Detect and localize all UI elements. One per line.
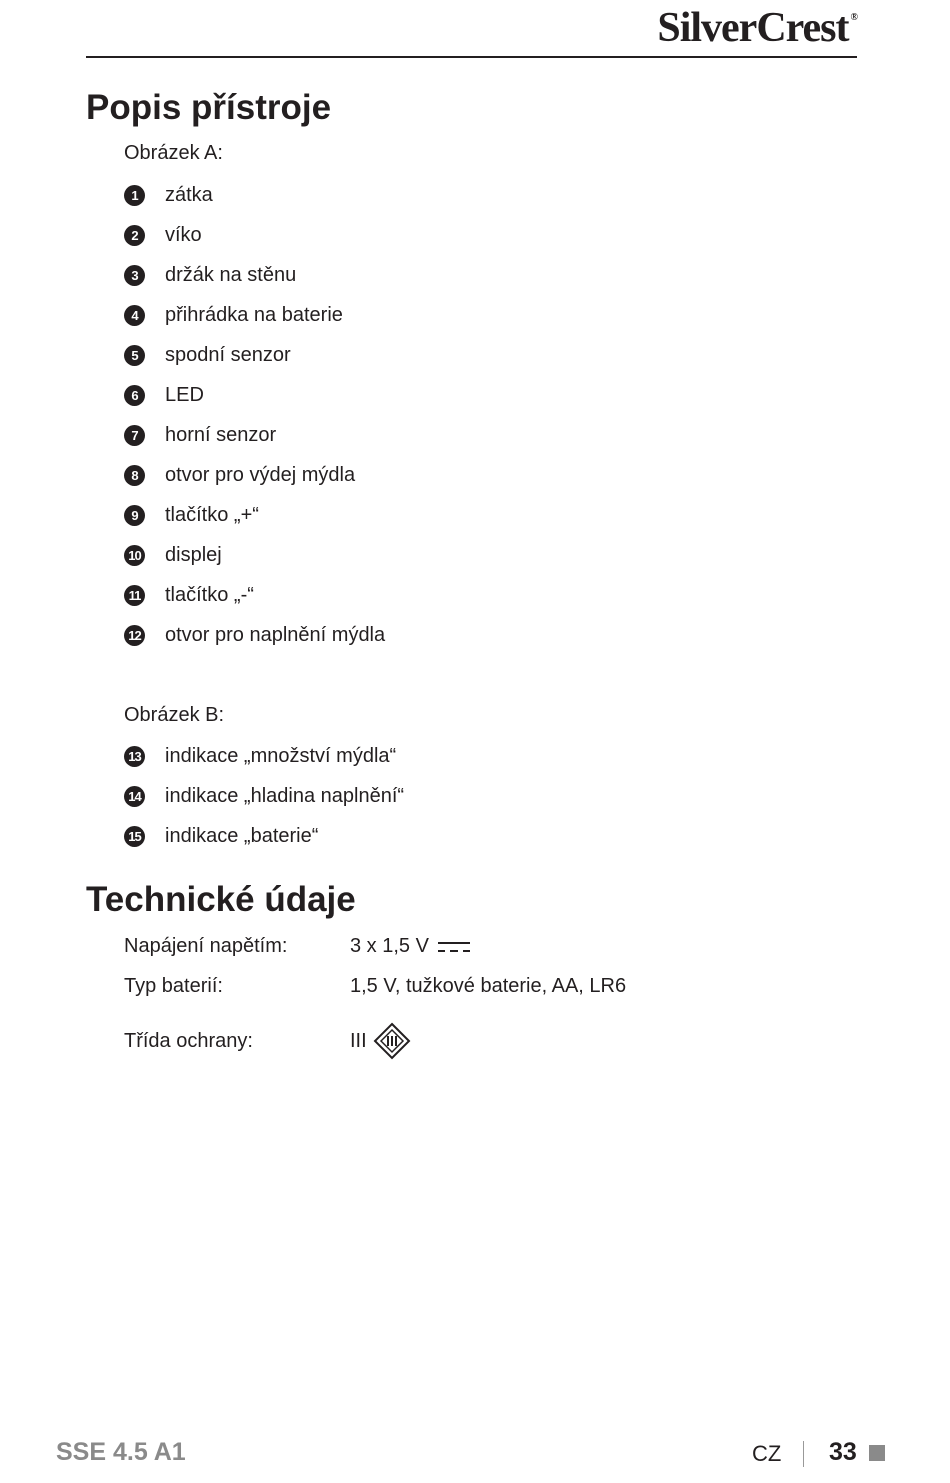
part-number-badge: 2	[124, 225, 145, 246]
part-item	[124, 261, 296, 289]
part-number-badge: 1	[124, 185, 145, 206]
brand-logo	[657, 4, 857, 52]
part-number-badge: 9	[124, 505, 145, 526]
protection-class-iii-icon	[373, 1022, 411, 1060]
part-item	[124, 742, 396, 770]
spec-label-voltage: Napájení napětím:	[124, 935, 288, 957]
part-item	[124, 541, 222, 569]
section-title-description: Popis přístroje	[86, 88, 332, 127]
part-label: zátka	[165, 183, 213, 206]
spec-value-protection-class-text: III	[350, 1029, 367, 1052]
part-number-badge: 14	[124, 786, 145, 807]
footer-square-mark	[869, 1445, 885, 1461]
part-number-badge: 5	[124, 345, 145, 366]
part-label: víko	[165, 223, 202, 246]
part-label: displej	[165, 543, 222, 566]
part-number-badge: 15	[124, 826, 145, 847]
footer-language: CZ	[752, 1441, 782, 1466]
part-label: tlačítko „-“	[165, 583, 254, 606]
footer-divider	[803, 1441, 804, 1467]
spec-value-voltage	[350, 935, 471, 958]
part-label: otvor pro naplnění mýdla	[165, 623, 386, 646]
dc-symbol-icon	[437, 940, 471, 954]
part-label: držák na stěnu	[165, 263, 297, 286]
part-number-badge: 11	[124, 585, 145, 606]
part-item	[124, 221, 202, 249]
part-label: LED	[165, 383, 204, 406]
figure-a-label: Obrázek A:	[124, 142, 223, 164]
part-number-badge: 10	[124, 545, 145, 566]
section-title-technical: Technické údaje	[86, 880, 356, 919]
part-item	[124, 822, 318, 850]
part-number-badge: 8	[124, 465, 145, 486]
part-item	[124, 782, 404, 810]
part-item	[124, 461, 355, 489]
part-label: indikace „hladina naplnění“	[165, 784, 405, 807]
part-label: spodní senzor	[165, 343, 291, 366]
part-item	[124, 341, 291, 369]
part-number-badge: 4	[124, 305, 145, 326]
part-item	[124, 501, 259, 529]
part-number-badge: 7	[124, 425, 145, 446]
figure-b-label: Obrázek B:	[124, 704, 225, 726]
part-label: tlačítko „+“	[165, 503, 259, 526]
page-number: 33	[829, 1438, 857, 1466]
spec-value-protection-class	[350, 1022, 411, 1060]
footer-model-number: SSE 4.5 A1	[56, 1438, 186, 1466]
part-item	[124, 581, 254, 609]
part-label: otvor pro výdej mýdla	[165, 463, 356, 486]
header-rule	[86, 56, 857, 58]
part-label: indikace „baterie“	[165, 824, 319, 847]
brand-name: SilverCrest	[657, 5, 849, 51]
part-item	[124, 301, 343, 329]
registered-mark: ®	[850, 12, 857, 23]
spec-label-battery-type: Typ baterií:	[124, 975, 223, 997]
part-label: přihrádka na baterie	[165, 303, 343, 326]
spec-value-voltage-text: 3 x 1,5 V	[350, 935, 429, 957]
part-label: horní senzor	[165, 423, 277, 446]
part-item	[124, 381, 204, 409]
part-item	[124, 421, 276, 449]
spec-label-protection-class: Třída ochrany:	[124, 1030, 253, 1052]
part-number-badge: 13	[124, 746, 145, 767]
spec-value-battery-type: 1,5 V, tužkové baterie, AA, LR6	[350, 975, 627, 997]
part-number-badge: 3	[124, 265, 145, 286]
part-item	[124, 181, 213, 209]
part-item	[124, 621, 385, 649]
part-label: indikace „množství mýdla“	[165, 744, 397, 767]
part-number-badge: 6	[124, 385, 145, 406]
part-number-badge: 12	[124, 625, 145, 646]
